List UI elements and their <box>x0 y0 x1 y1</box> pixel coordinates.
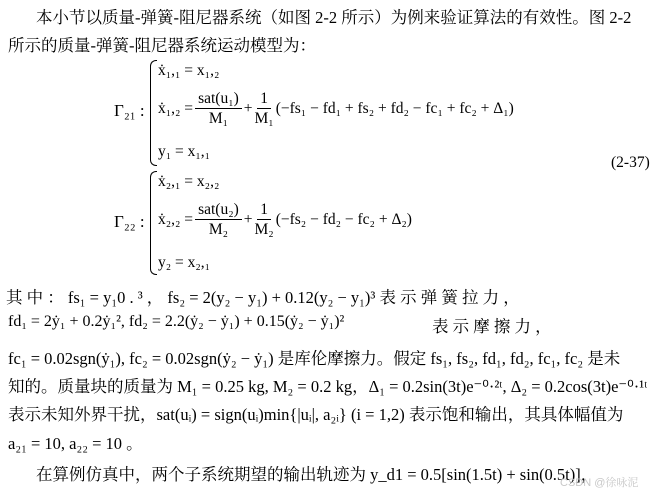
text-friction-formula: fd₁ = 2ẏ₁ + 0.2ẏ₁², fd₂ = 2.2(ẏ₂ − ẏ₁) + 0.15(ẏ₂ − ẏ₁)² <box>8 313 345 330</box>
gamma21-row1: ẋ₁,₁ = x₁,₂ <box>158 62 220 79</box>
gamma22-frac1-numerator: sat(u₂) <box>195 201 242 220</box>
gamma21-row2-plus: + <box>243 99 253 117</box>
gamma21-frac2-denominator: M₁ <box>254 110 274 127</box>
gamma22-label: Γ₂₂ : <box>114 212 145 231</box>
gamma22-row2-plus: + <box>243 210 253 228</box>
watermark: CSDN @徐咏泥 <box>560 477 639 489</box>
gamma22-row3: y₂ = x₂,₁ <box>158 254 211 271</box>
gamma21-fraction-1 <box>195 90 242 127</box>
gamma22-fraction-1 <box>195 201 242 238</box>
gamma21-frac1-numerator: sat(u₁) <box>195 90 242 109</box>
gamma22-fraction-2 <box>255 201 274 238</box>
gamma21-label: Γ₂₁ : <box>114 101 145 120</box>
gamma22-row2-rest: (−fs₂ − fd₂ − fc₂ + Δ₂) <box>275 210 412 228</box>
gamma22-frac1-denominator: M₂ <box>208 221 228 238</box>
paragraph-line-2: 所示的质量-弹簧-阻尼器系统运动模型为： <box>8 36 316 55</box>
gamma21-fraction-2 <box>255 90 274 127</box>
gamma21-row2 <box>158 90 514 127</box>
paragraph-line-1: 本小节以质量-弹簧-阻尼器系统（如图 2-2 所示）为例来验证算法的有效性。图 2-2 <box>36 8 632 27</box>
gamma22-frac2-denominator: M₂ <box>254 221 274 238</box>
text-simulation: 在算例仿真中，两个子系统期望的输出轨迹为 y_d1 = 0.5[sin(1.5t) + sin(0.5t)]， <box>36 465 598 484</box>
gamma21-row3: y₁ = x₁,₁ <box>158 143 211 160</box>
text-coulomb: fc₁ = 0.02sgn(ẏ₁), fc₂ = 0.02sgn(ẏ₂ − ẏ₁) 是库伦摩擦力。假定 fs₁, fs₂, fd₁, fd₂, fc₁, fc₂ 是未 <box>8 349 621 368</box>
gamma21-frac1-denominator: M₁ <box>208 110 228 127</box>
gamma22-row1: ẋ₂,₁ = x₂,₂ <box>158 173 220 190</box>
gamma22-frac2-numerator: 1 <box>257 201 271 220</box>
gamma21-row2-lhs: ẋ₁,₂ = <box>158 99 194 117</box>
text-friction-label: 表 示 摩 擦 力 ， <box>432 317 552 336</box>
gamma22-brace <box>150 171 157 275</box>
text-saturation: 表示未知外界干扰，sat(uᵢ) = sign(uᵢ)min{|uᵢ|, a₂ᵢ} (i = 1,2) 表示饱和输出，其具体幅值为 <box>8 405 624 424</box>
text-where-spring: 其 中 ： fs₁ = y₁0 . ³ ， fs₂ = 2(y₂ − y₁) + 0.12(y₂ − y₁)³ 表 示 弹 簧 拉 力 ， <box>6 288 520 307</box>
text-amplitude: a₂₁ = 10, a₂₂ = 10 。 <box>8 434 143 453</box>
text-mass: 知的。质量块的质量为 M₁ = 0.25 kg, M₂ = 0.2 kg，Δ₁ = 0.2sin(3t)e⁻⁰·²ᵗ, Δ₂ = 0.2cos(3t)e⁻⁰·¹ᵗ <box>8 377 648 396</box>
equation-number: (2-37) <box>611 154 650 171</box>
gamma21-frac2-numerator: 1 <box>257 90 271 109</box>
gamma22-row2-lhs: ẋ₂,₂ = <box>158 210 194 228</box>
gamma21-brace <box>150 60 157 166</box>
gamma22-row2 <box>158 201 412 238</box>
gamma21-row2-rest: (−fs₁ − fd₁ + fs₂ + fd₂ − fc₁ + fc₂ + Δ₁) <box>275 99 514 117</box>
